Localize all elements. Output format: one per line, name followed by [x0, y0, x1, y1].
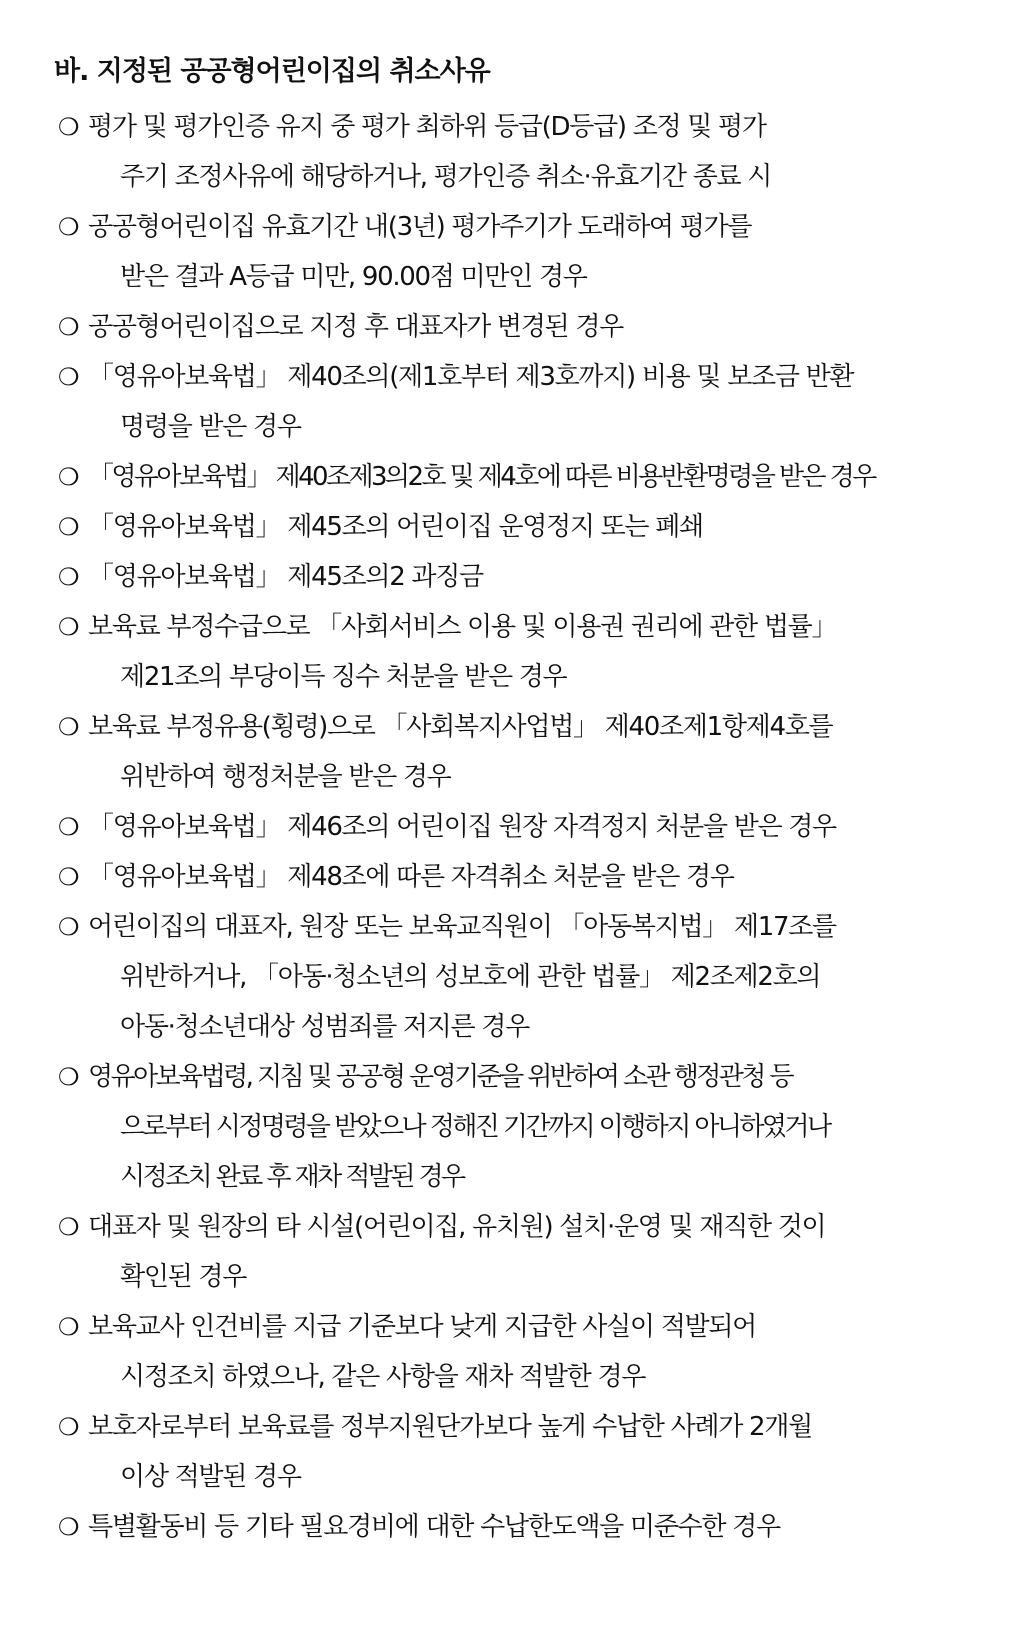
list-item	[58, 702, 1018, 802]
circle-bullet-icon: ❍	[58, 313, 80, 341]
list-item	[58, 852, 1018, 902]
list-item	[58, 1202, 1018, 1302]
list-item-text: 「영유아보육법」 제45조의2 과징금	[88, 562, 483, 592]
list-item-continuation: 위반하여 행정처분을 받은 경우	[120, 762, 451, 792]
circle-bullet-icon: ❍	[58, 513, 80, 541]
list-item	[58, 602, 1018, 702]
circle-bullet-icon: ❍	[58, 913, 80, 941]
list-item-text: 어린이집의 대표자, 원장 또는 보육교직원이 「아동복지법」 제17조를	[88, 912, 836, 942]
list-item-text: 「영유아보육법」 제40조의(제1호부터 제3호까지) 비용 및 보조금 반환	[88, 362, 854, 392]
list-item	[58, 302, 1018, 352]
list-item-continuation: 주기 조정사유에 해당하거나, 평가인증 취소·유효기간 종료 시	[120, 162, 772, 192]
circle-bullet-icon: ❍	[58, 1063, 80, 1091]
list-item	[58, 1402, 1018, 1502]
circle-bullet-icon: ❍	[58, 713, 80, 741]
list-item-text: 특별활동비 등 기타 필요경비에 대한 수납한도액을 미준수한 경우	[88, 1512, 780, 1542]
circle-bullet-icon: ❍	[58, 363, 80, 391]
circle-bullet-icon: ❍	[58, 863, 80, 891]
list-item-continuation: 명령을 받은 경우	[120, 412, 301, 442]
list-item-continuation: 위반하거나, 「아동·청소년의 성보호에 관한 법률」 제2조제2호의	[120, 962, 821, 992]
list-item-continuation: 아동·청소년대상 성범죄를 저지른 경우	[120, 1012, 529, 1042]
circle-bullet-icon: ❍	[58, 613, 80, 641]
list-item-text: 「영유아보육법」 제45조의 어린이집 운영정지 또는 폐쇄	[88, 512, 703, 542]
list-item-text: 보육료 부정유용(횡령)으로 「사회복지사업법」 제40조제1항제4호를	[88, 712, 833, 742]
list-item	[58, 452, 1018, 502]
circle-bullet-icon: ❍	[58, 1213, 80, 1241]
list-item-text: 「영유아보육법」 제48조에 따른 자격취소 처분을 받은 경우	[88, 862, 734, 892]
list-item-text: 영유아보육법령, 지침 및 공공형 운영기준을 위반하여 소관 행정관청 등	[88, 1062, 792, 1092]
list-item	[58, 202, 1018, 302]
list-item-text: 공공형어린이집 유효기간 내(3년) 평가주기가 도래하여 평가를	[88, 212, 752, 242]
section-heading: 바. 지정된 공공형어린이집의 취소사유	[54, 56, 490, 87]
list-item-text: 보육료 부정수급으로 「사회서비스 이용 및 이용권 권리에 관한 법률」	[88, 612, 837, 642]
list-item-text: 보육교사 인건비를 지급 기준보다 낮게 지급한 사실이 적발되어	[88, 1312, 756, 1342]
list-item-text: 보호자로부터 보육료를 정부지원단가보다 높게 수납한 사례가 2개월	[88, 1412, 812, 1442]
list-item-continuation: 으로부터 시정명령을 받았으나 정해진 기간까지 이행하지 아니하였거나	[120, 1112, 830, 1142]
circle-bullet-icon: ❍	[58, 813, 80, 841]
list-item	[58, 902, 1018, 1052]
circle-bullet-icon: ❍	[58, 1413, 80, 1441]
list-item-continuation: 시정조치 하였으나, 같은 사항을 재차 적발한 경우	[120, 1362, 646, 1392]
circle-bullet-icon: ❍	[58, 113, 80, 141]
list-item-continuation: 확인된 경우	[120, 1262, 247, 1292]
circle-bullet-icon: ❍	[58, 1313, 80, 1341]
list-item-text: 「영유아보육법」 제46조의 어린이집 원장 자격정지 처분을 받은 경우	[88, 812, 836, 842]
list-item	[58, 1052, 1018, 1202]
circle-bullet-icon: ❍	[58, 563, 80, 591]
circle-bullet-icon: ❍	[58, 1513, 80, 1541]
circle-bullet-icon: ❍	[58, 463, 80, 491]
list-item-text: 대표자 및 원장의 타 시설(어린이집, 유치원) 설치·운영 및 재직한 것이	[88, 1212, 826, 1242]
list-item-text: 「영유아보육법」 제40조제3의2호 및 제4호에 따른 비용반환명령을 받은 경우	[88, 462, 875, 492]
list-item-continuation: 제21조의 부당이득 징수 처분을 받은 경우	[120, 662, 567, 692]
list-item	[58, 102, 1018, 202]
list-item	[58, 1502, 1018, 1552]
list-item-continuation: 받은 결과 A등급 미만, 90.00점 미만인 경우	[120, 262, 587, 292]
list-item-continuation: 이상 적발된 경우	[120, 1462, 301, 1492]
cancellation-reasons-list	[58, 102, 1018, 1552]
circle-bullet-icon: ❍	[58, 213, 80, 241]
list-item-continuation: 시정조치 완료 후 재차 적발된 경우	[120, 1162, 464, 1192]
list-item-text: 공공형어린이집으로 지정 후 대표자가 변경된 경우	[88, 312, 623, 342]
list-item	[58, 502, 1018, 552]
list-item	[58, 802, 1018, 852]
list-item	[58, 1302, 1018, 1402]
list-item	[58, 352, 1018, 452]
list-item-text: 평가 및 평가인증 유지 중 평가 최하위 등급(D등급) 조정 및 평가	[88, 112, 766, 142]
list-item	[58, 552, 1018, 602]
